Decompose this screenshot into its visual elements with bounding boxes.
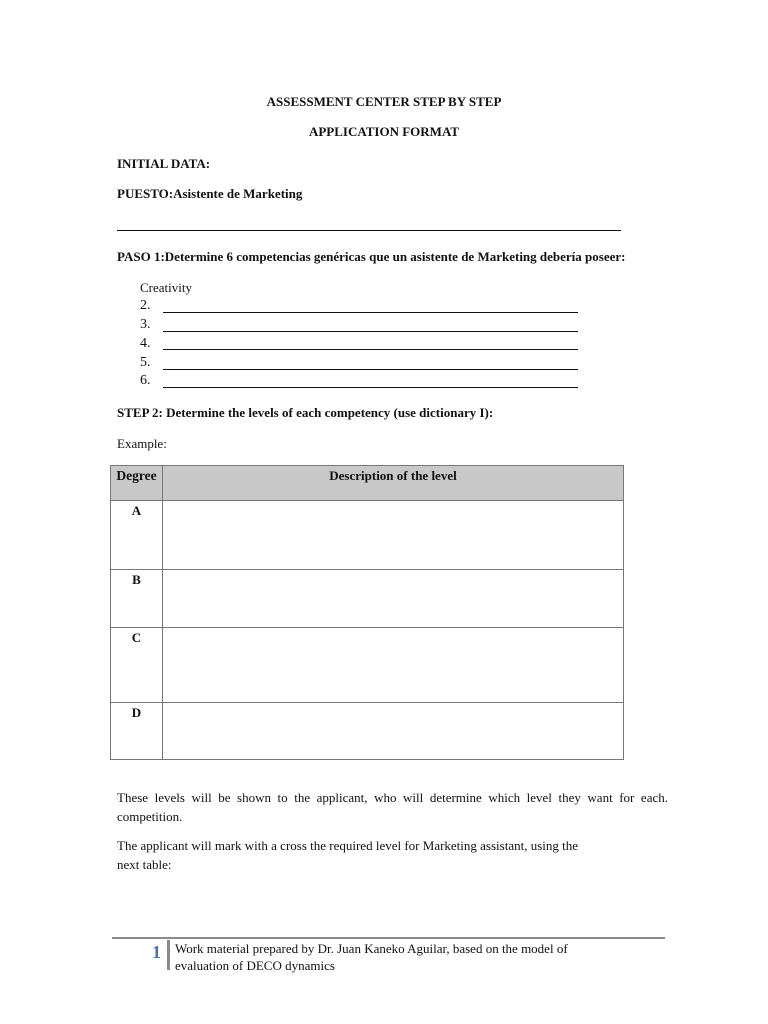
instruction-line-1: The applicant will mark with a cross the required level for Marketing assistant, using the — [117, 838, 579, 853]
step2-heading: STEP 2: Determine the levels of each competency (use dictionary I): — [117, 405, 494, 420]
competency-number-2: 2. — [140, 298, 151, 313]
levels-table — [110, 465, 624, 760]
degree-cell: B — [111, 570, 163, 628]
competency-item-1: Creativity — [140, 280, 192, 295]
competency-number-3: 3. — [140, 317, 151, 332]
degree-cell: D — [111, 703, 163, 760]
description-cell[interactable] — [163, 501, 624, 570]
degree-cell: C — [111, 628, 163, 703]
document-subtitle: APPLICATION FORMAT — [308, 124, 460, 139]
column-header-degree: Degree — [111, 466, 163, 501]
description-cell[interactable] — [163, 703, 624, 760]
example-label: Example: — [117, 436, 167, 451]
step1-heading: PASO 1:Determine 6 competencias genéricas que un asistente de Marketing debería poseer: — [117, 249, 626, 264]
table-row — [111, 501, 624, 570]
competency-number-6: 6. — [140, 373, 151, 388]
competency-blank-6[interactable] — [163, 387, 578, 388]
footer-text — [175, 940, 635, 974]
levels-explanation-paragraph: These levels will be shown to the applicant, who will determine which level they want for each. competition. — [117, 790, 668, 824]
table-row — [111, 570, 624, 628]
footer-divider — [167, 940, 170, 970]
description-cell[interactable] — [163, 628, 624, 703]
competency-number-4: 4. — [140, 336, 151, 351]
column-header-description: Description of the level — [163, 466, 624, 501]
puesto-field: PUESTO:Asistente de Marketing — [117, 186, 303, 201]
description-cell[interactable] — [163, 570, 624, 628]
table-header-row — [111, 466, 624, 501]
competency-blank-2[interactable] — [163, 312, 578, 313]
instruction-line-2: next table: — [117, 857, 172, 872]
competency-blank-4[interactable] — [163, 349, 578, 350]
competency-blank-3[interactable] — [163, 331, 578, 332]
degree-cell: A — [111, 501, 163, 570]
document-title: ASSESSMENT CENTER STEP BY STEP — [266, 94, 502, 109]
separator-line — [117, 230, 621, 231]
page-number: 1 — [152, 942, 161, 962]
initial-data-label: INITIAL DATA: — [117, 156, 211, 171]
footer-text-line-1: Work material prepared by Dr. Juan Kaneko Aguilar, based on the model of — [175, 941, 568, 956]
footer-text-line-2: evaluation of DECO dynamics — [175, 958, 335, 973]
table-row — [111, 703, 624, 760]
competency-number-5: 5. — [140, 355, 151, 370]
table-row — [111, 628, 624, 703]
competency-blank-5[interactable] — [163, 369, 578, 370]
footer-rule — [112, 937, 665, 939]
